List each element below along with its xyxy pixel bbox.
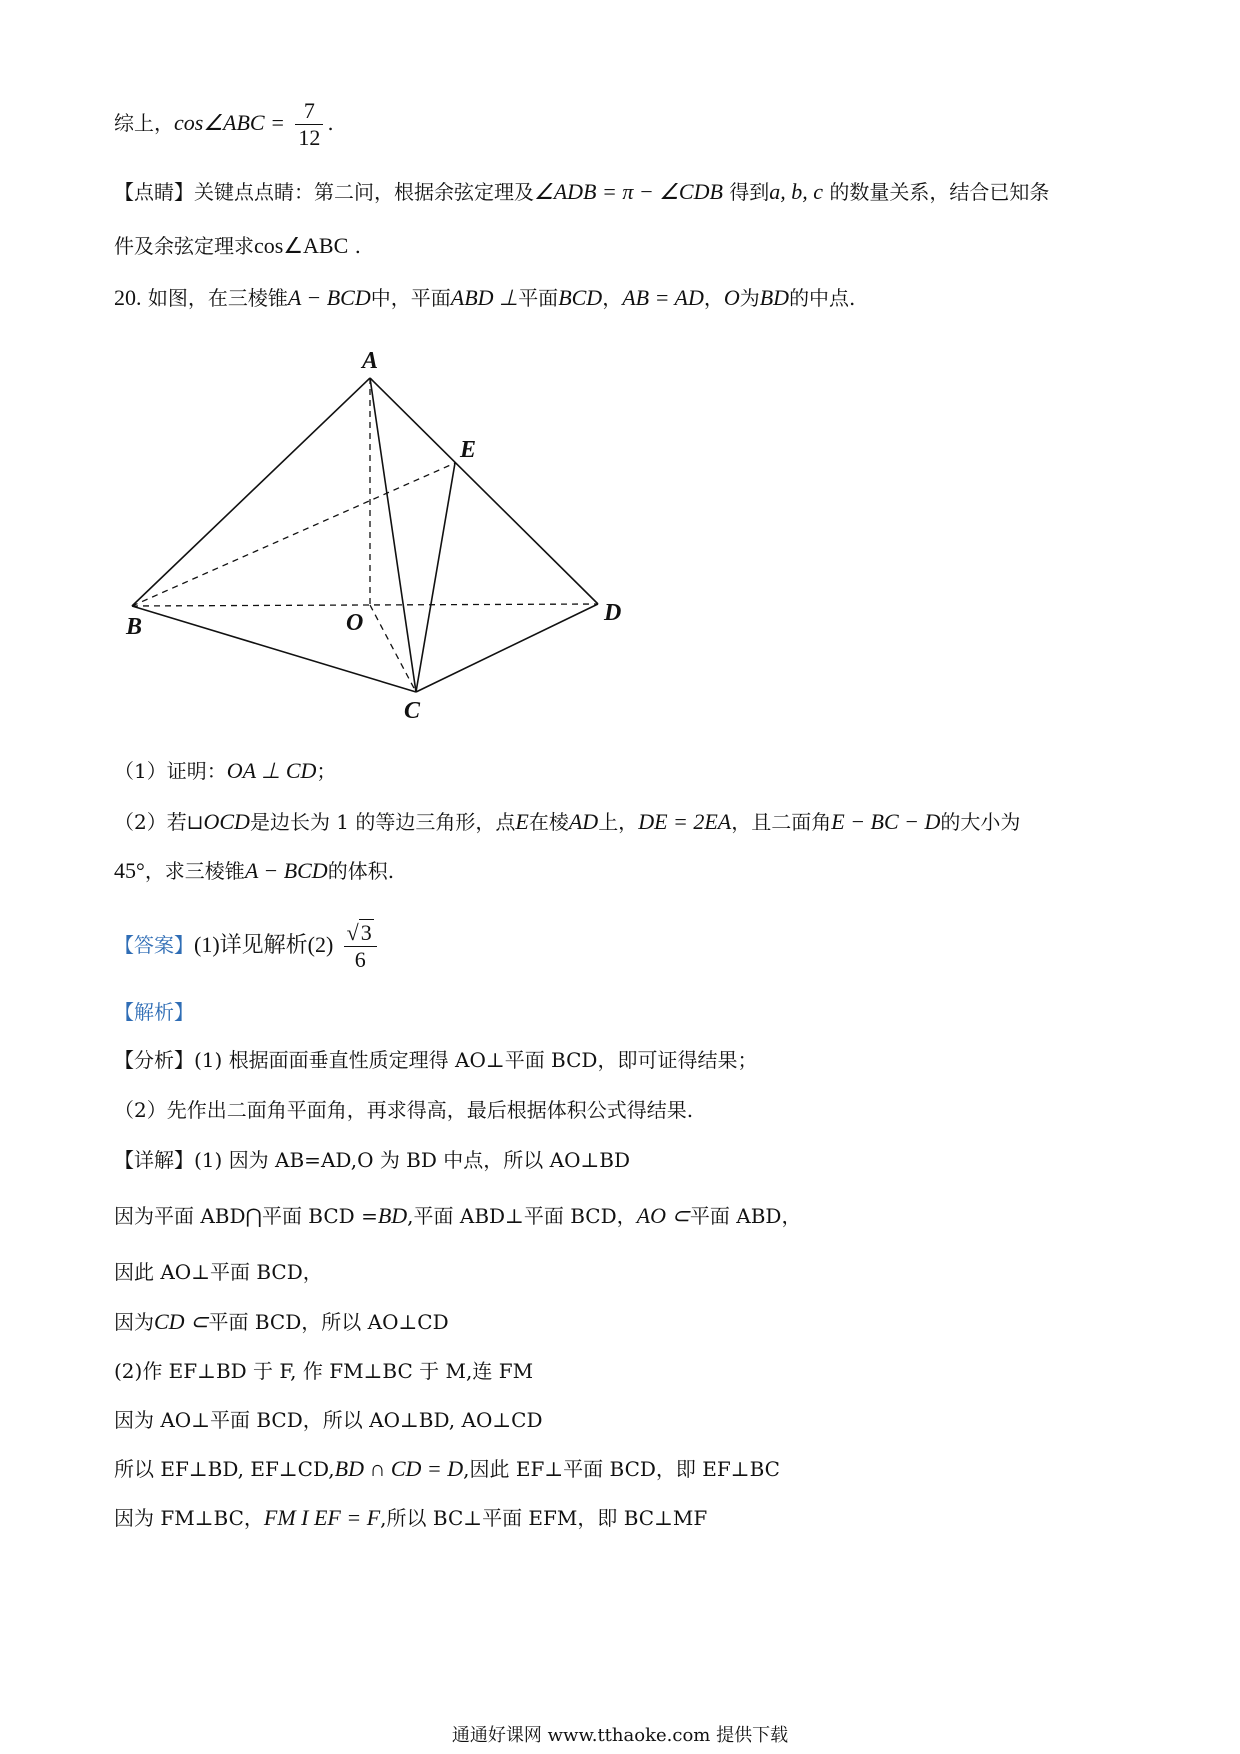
dianjing-tag: 【点睛】	[114, 180, 194, 204]
summary-line: 综上，cos∠ABC = $\frac{7}{12}$ .	[114, 98, 334, 150]
label-D: D	[604, 600, 622, 626]
edge-EC	[416, 463, 455, 692]
edge-AC	[370, 378, 416, 692]
label-B: B	[126, 614, 143, 640]
dashed-BD	[132, 604, 598, 606]
detail-line-1: 【详解】(1) 因为 AB=AD,O 为 BD 中点，所以 AO⊥BD	[114, 1148, 631, 1172]
detail-line-4: 因为CD ⊂平面 BCD，所以 AO⊥CD	[114, 1309, 449, 1334]
summary-expr: cos∠ABC =	[174, 110, 285, 135]
problem-number: 20.	[114, 285, 142, 310]
label-O: O	[346, 610, 364, 636]
page-footer: 通通好课网 www.tthaoke.com 提供下载	[451, 1725, 789, 1746]
edge-AB	[132, 378, 370, 606]
question-2-line-2: 45°，求三棱锥A − BCD的体积.	[114, 858, 395, 883]
detail-line-2: 因为平面 ABD⋂平面 BCD =BD,平面 ABD⊥平面 BCD，AO ⊂平面 ABD，	[114, 1203, 802, 1228]
edge-CD	[416, 604, 598, 692]
question-1: （1）证明：OA ⊥ CD；	[114, 758, 337, 783]
problem-stem: 20. 如图，在三棱锥A − BCD中，平面ABD ⊥平面BCD，AB = AD，O为BD的中点.	[114, 285, 856, 310]
answer-fraction: $\frac{√3}{6}$	[344, 920, 377, 973]
edge-AD	[370, 378, 598, 604]
detail-line-7: 所以 EF⊥BD, EF⊥CD,BD ∩ CD = D,因此 EF⊥平面 BCD，即 EF⊥BC	[114, 1456, 780, 1481]
dianjing-line-2: 件及余弦定理求cos∠ABC .	[114, 233, 362, 258]
answer-tag: 【答案】	[114, 933, 194, 957]
fenxi-line-2: （2）先作出二面角平面角，再求得高，最后根据体积公式得结果.	[114, 1098, 694, 1122]
fenxi-line-1: 【分析】(1) 根据面面垂直性质定理得 AO⊥平面 BCD，即可证得结果；	[114, 1048, 758, 1072]
dianjing-line-1: 【点睛】关键点点睛：第二问，根据余弦定理及∠ADB = π − ∠CDB 得到a, b, c 的数量关系，结合已知条	[114, 179, 1050, 204]
label-A: A	[362, 348, 379, 374]
label-E: E	[460, 437, 477, 463]
answer-line: 【答案】(1)详见解析(2) $\frac{√3}{6}$	[114, 920, 381, 973]
pyramid-figure	[110, 340, 650, 730]
detail-line-8: 因为 FM⊥BC，FM I EF = F,所以 BC⊥平面 EFM，即 BC⊥MF	[114, 1505, 708, 1530]
edge-BC	[132, 606, 416, 692]
detail-line-3: 因此 AO⊥平面 BCD，	[114, 1260, 323, 1284]
question-2-line-1: （2）若⊔OCD是边长为 1 的等边三角形，点E在棱AD上，DE = 2EA，且二面角E − BC − D的大小为	[114, 809, 1021, 834]
label-C: C	[404, 698, 421, 724]
detail-line-5: (2)作 EF⊥BD 于 F, 作 FM⊥BC 于 M,连 FM	[114, 1359, 534, 1383]
summary-fraction: $\frac{7}{12}$	[295, 98, 323, 151]
analysis-tag: 【解析】	[114, 1000, 194, 1024]
dashed-BE	[132, 463, 455, 606]
detail-line-6: 因为 AO⊥平面 BCD，所以 AO⊥BD, AO⊥CD	[114, 1408, 543, 1432]
